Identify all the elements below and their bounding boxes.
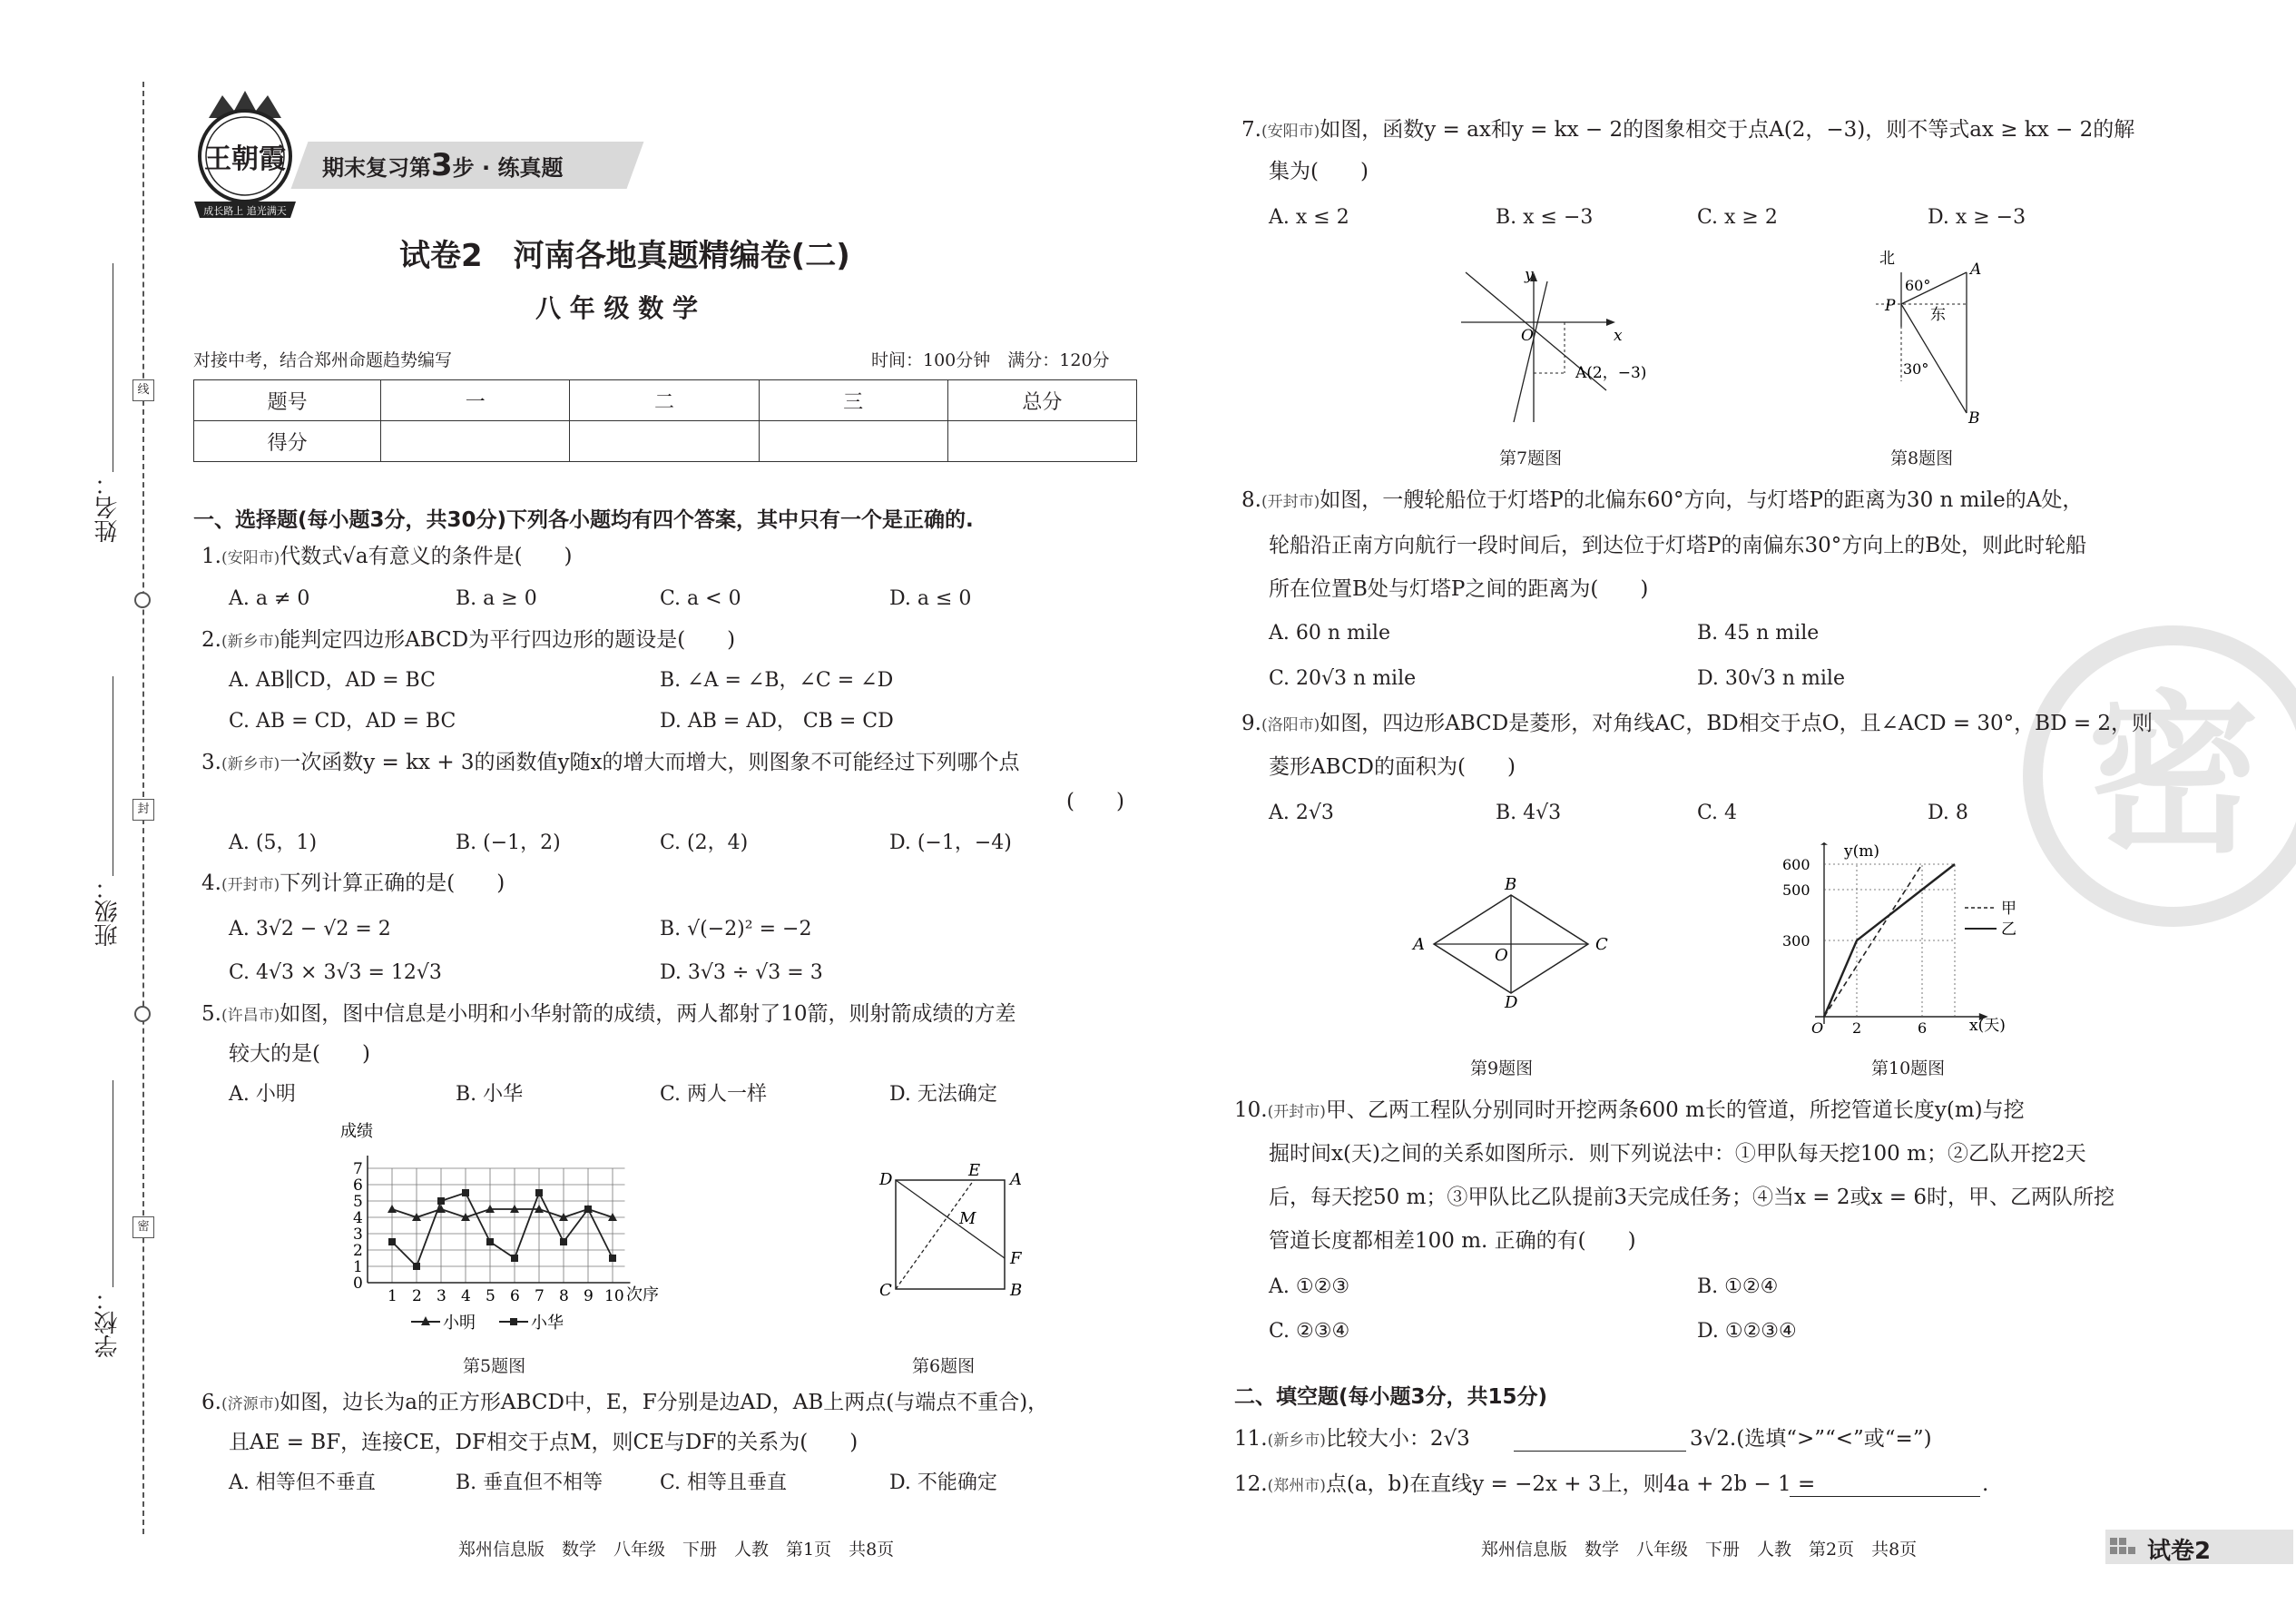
option[interactable]: A. a ≠ 0 (229, 587, 310, 610)
point-label: O (1495, 946, 1508, 965)
option[interactable]: D. AB = AD， CB = CD (660, 710, 894, 733)
y-tick-label: 300 (1782, 932, 1810, 950)
option[interactable]: B. ∠A = ∠B，∠C = ∠D (660, 669, 894, 692)
x-tick-label: 7 (535, 1287, 545, 1305)
option[interactable]: D. 无法确定 (889, 1083, 997, 1106)
chart-xlabel: 次序 (626, 1285, 659, 1304)
figure-caption: 第9题图 (1470, 1058, 1534, 1078)
option[interactable]: B. 4√3 (1496, 802, 1562, 824)
option[interactable]: B. 垂直但不相等 (456, 1471, 603, 1494)
x-tick-label: 1 (388, 1287, 397, 1305)
data-point (388, 1205, 397, 1213)
question-9: 9.(洛阳市)如图，四边形ABCD是菱形，对角线AC，BD相交于点O，且∠ACD = 30°，BD = 2，则 (1241, 712, 2154, 735)
option[interactable]: C. 4 (1697, 802, 1738, 824)
option[interactable]: B. x ≤ −3 (1496, 206, 1594, 229)
y-tick-label: 500 (1782, 881, 1810, 899)
section-heading: 二、填空题(每小题3分，共15分) (1234, 1385, 1548, 1409)
data-point (437, 1197, 445, 1205)
question-1: 1.(安阳市)代数式√a有意义的条件是( ) (201, 545, 573, 568)
x-tick-label: 4 (461, 1287, 471, 1305)
score-col-header: 三 (759, 380, 947, 421)
point-label: A (1413, 935, 1425, 954)
answer-blank[interactable] (1514, 1451, 1686, 1452)
series-line (392, 1209, 613, 1217)
y-tick-label: 2 (353, 1242, 363, 1260)
angle-label: 30° (1903, 360, 1929, 378)
question-10: 10.(开封市)甲、乙两工程队分别同时开挖两条600 m长的管道，所挖管道长度y(m)与挖 (1234, 1098, 2025, 1122)
legend-label: 小明 (443, 1314, 476, 1333)
question-6: 6.(济源市)如图，边长为a的正方形ABCD中，E，F分别是边AD，AB上两点(与端点不重合)， (201, 1391, 1049, 1414)
score-cell[interactable] (381, 421, 570, 462)
question-5: 5.(许昌市)如图，图中信息是小明和小华射箭的成绩，两人都射了10箭，则射箭成绩的方差 (201, 1002, 1016, 1026)
data-point (388, 1238, 396, 1245)
option[interactable]: C. 4√3 × 3√3 = 12√3 (229, 961, 442, 984)
question-10-line2: 掘时间x(天)之间的关系如图所示．则下列说法中：①甲队每天挖100 m；②乙队开挖2天 (1269, 1142, 2086, 1166)
seal-mark-xian: 线 (132, 379, 154, 401)
figure-10-chart (1779, 840, 2033, 1039)
option[interactable]: B. 45 n mile (1697, 622, 1820, 645)
point-label: D (879, 1170, 893, 1189)
logo-motto: 成长路上 追光满天 (203, 205, 287, 217)
question-11-tail: 3√2.(选填“>”“<”或“=”) (1690, 1427, 1932, 1451)
data-point (486, 1238, 494, 1245)
question-4: 4.(开封市)下列计算正确的是( ) (201, 871, 505, 895)
direction-label: 东 (1930, 306, 1946, 324)
question-11: 11.(新乡市)比较大小：2√3 (1234, 1427, 1470, 1451)
option[interactable]: A. x ≤ 2 (1269, 206, 1349, 229)
point-label: B (1968, 409, 1980, 428)
option[interactable]: B. a ≥ 0 (456, 587, 537, 610)
x-tick-label: 6 (510, 1287, 520, 1305)
option[interactable]: B. 小华 (456, 1083, 524, 1106)
y-tick-label: 4 (353, 1209, 363, 1227)
question-8: 8.(开封市)如图，一艘轮船位于灯塔P的北偏东60°方向，与灯塔P的距离为30 n mile的A处， (1241, 488, 2084, 512)
score-cell[interactable] (759, 421, 947, 462)
question-3: 3.(新乡市)一次函数y = kx + 3的函数值y随x的增大而增大，则图象不可能经过下列哪个点 (201, 751, 1020, 774)
point-label: C (1595, 935, 1608, 954)
legend-label: 小华 (531, 1314, 564, 1333)
option[interactable]: C. 两人一样 (660, 1083, 768, 1106)
page-tab-squares-icon (2110, 1538, 2137, 1556)
option[interactable]: A. 小明 (229, 1083, 296, 1106)
data-point (511, 1255, 518, 1262)
score-col-header: 题号 (194, 380, 381, 421)
axis-label: y (1525, 266, 1534, 284)
arrow-icon (1820, 842, 1828, 845)
question-2: 2.(新乡市)能判定四边形ABCD为平行四边形的题设是( ) (201, 628, 736, 652)
option[interactable]: A. AB∥CD，AD = BC (229, 669, 436, 692)
option[interactable]: C. AB = CD，AD = BC (229, 710, 456, 733)
figure-5-chart (331, 1124, 676, 1342)
section-heading: 一、选择题(每小题3分，共30分)下列各小题均有四个答案，其中只有一个是正确的. (193, 508, 974, 532)
option[interactable]: A. 2√3 (1269, 802, 1334, 824)
legend-label: 甲 (2001, 900, 2016, 918)
option[interactable]: A. 3√2 − √2 = 2 (229, 918, 391, 940)
score-table-header (194, 380, 1137, 421)
option[interactable]: B. ①②④ (1697, 1275, 1779, 1298)
class-label: 班级： (94, 876, 122, 947)
figure-8-bearing (1874, 245, 2001, 427)
figure-caption: 第6题图 (912, 1356, 976, 1376)
option[interactable]: D. (−1，−4) (889, 832, 1012, 854)
figure-9-rhombus (1402, 871, 1620, 1017)
seal-mark-feng: 封 (132, 799, 154, 821)
point-label: C (879, 1281, 892, 1300)
score-col-header: 总分 (947, 380, 1136, 421)
score-table (193, 379, 1137, 462)
point-label: B (1505, 875, 1517, 894)
question-8-line3: 所在位置B处与灯塔P之间的距离为( ) (1269, 577, 1649, 601)
question-6-line2: 且AE = BF，连接CE，DF相交于点M，则CE与DF的关系为( ) (229, 1431, 859, 1454)
question-5-line2: 较大的是( ) (229, 1042, 370, 1066)
point-label: F (1010, 1249, 1022, 1268)
point-label: P (1885, 297, 1896, 315)
axis-label: x (1614, 327, 1623, 345)
figure-caption: 第8题图 (1890, 448, 1954, 468)
binding-hole-icon (134, 592, 151, 608)
option[interactable]: C. ②③④ (1269, 1320, 1350, 1343)
brand-logo (182, 91, 309, 227)
score-cell[interactable] (570, 421, 759, 462)
x-tick-label: 8 (559, 1287, 569, 1305)
question-12-tail: . (1982, 1472, 1989, 1496)
figure-caption: 第5题图 (463, 1356, 526, 1376)
point-label: B (1010, 1281, 1023, 1300)
question-10-line4: 管道长度都相差100 m. 正确的有( ) (1269, 1229, 1636, 1253)
direction-label: 北 (1879, 250, 1895, 268)
score-col-header: 一 (381, 380, 570, 421)
x-tick-label: 2 (412, 1287, 422, 1305)
y-tick-label: 0 (353, 1275, 363, 1293)
option[interactable]: D. a ≤ 0 (889, 587, 972, 610)
y-tick-label: 6 (353, 1176, 363, 1195)
chart-legend (1965, 900, 2016, 939)
option[interactable]: B. (−1，2) (456, 832, 561, 854)
option[interactable]: C. (2，4) (660, 832, 749, 854)
x-tick-label: 9 (584, 1287, 594, 1305)
angle-label: 60° (1905, 277, 1931, 294)
question-12: 12.(郑州市)点(a，b)在直线y = −2x + 3上，则4a + 2b − 1 = (1234, 1472, 1816, 1496)
option[interactable]: A. (5，1) (229, 832, 318, 854)
figure-7-graph (1452, 263, 1647, 427)
logo-text: 王朝霞 (204, 143, 286, 175)
y-tick-label: 7 (353, 1160, 363, 1178)
y-tick-label: 1 (353, 1258, 363, 1276)
score-col-header: 二 (570, 380, 759, 421)
seal-mark-mi: 密 (132, 1216, 154, 1238)
x-tick-label: 10 (604, 1287, 624, 1305)
score-row-label: 得分 (194, 421, 381, 462)
option[interactable]: C. a < 0 (660, 587, 741, 610)
y-tick-label: 5 (353, 1193, 363, 1211)
x-tick-label: 3 (437, 1287, 446, 1305)
answer-paren: ( ) (1066, 790, 1124, 813)
option[interactable]: A. ①②③ (1269, 1275, 1350, 1298)
figure-caption: 第7题图 (1499, 448, 1563, 468)
option[interactable]: D. 不能确定 (889, 1471, 997, 1494)
series-line (392, 1193, 613, 1266)
watermark-seal-icon (2024, 626, 2296, 926)
score-table-row (194, 421, 1137, 462)
data-point (560, 1238, 567, 1245)
option[interactable]: B. √(−2)² = −2 (660, 918, 812, 940)
option[interactable]: D. 30√3 n mile (1697, 667, 1845, 690)
data-point (462, 1189, 469, 1196)
point-label: E (968, 1161, 981, 1180)
option[interactable]: A. 60 n mile (1269, 622, 1390, 645)
exam-subject: 八 年 级 数 学 (535, 293, 698, 323)
answer-blank[interactable] (1790, 1496, 1980, 1497)
point-label: A (1010, 1170, 1022, 1189)
question-7: 7.(安阳市)如图，函数y = ax和y = kx − 2的图象相交于点A(2，−3)，则不等式ax ≥ kx − 2的解 (1241, 118, 2135, 142)
exam-time-score: 时间：100分钟 满分：120分 (871, 350, 1110, 370)
data-point (535, 1189, 543, 1196)
option[interactable]: D. 3√3 ÷ √3 = 3 (660, 961, 823, 984)
name-label: 姓名： (94, 472, 122, 543)
point-label: M (959, 1209, 976, 1228)
page-footer: 郑州信息版 数学 八年级 下册 人教 第2页 共8页 (1481, 1540, 1918, 1560)
point-label: A (1970, 261, 1982, 279)
binding-hole-icon (134, 1006, 151, 1022)
legend-label: 乙 (2001, 920, 2016, 939)
chart-ylabel: 成绩 (340, 1122, 373, 1141)
question-10-line3: 后，每天挖50 m；③甲队比乙队提前3天完成任务；④当x = 2或x = 6时，甲、乙两队所挖 (1269, 1186, 2115, 1209)
option[interactable]: D. x ≥ −3 (1928, 206, 2026, 229)
x-tick-label: O (1811, 1019, 1824, 1037)
point-label: D (1505, 993, 1518, 1012)
x-tick-label: 2 (1852, 1019, 1862, 1037)
watermark-char: 密 (2087, 674, 2261, 876)
point-label: A(2，−3) (1575, 364, 1647, 382)
chart-xlabel: x(天) (1969, 1017, 2006, 1035)
option[interactable]: C. x ≥ 2 (1697, 206, 1778, 229)
header-banner-text: 期末复习第3步 · 练真题 (322, 147, 564, 183)
question-7-line2: 集为( ) (1269, 160, 1369, 183)
option[interactable]: C. 20√3 n mile (1269, 667, 1417, 690)
page-tab-label: 试卷2 (2147, 1538, 2212, 1565)
school-label: 学校： (94, 1287, 122, 1358)
question-9-line2: 菱形ABCD的面积为( ) (1269, 755, 1516, 779)
option[interactable]: D. 8 (1928, 802, 1968, 824)
y-tick-label: 600 (1782, 856, 1810, 873)
option[interactable]: C. 相等且垂直 (660, 1471, 788, 1494)
figure-6-square (867, 1162, 1030, 1307)
option[interactable]: D. ①②③④ (1697, 1320, 1797, 1343)
data-point (584, 1206, 592, 1213)
x-tick-label: 5 (486, 1287, 496, 1305)
chart-ylabel: y(m) (1844, 842, 1879, 861)
y-tick-label: 3 (353, 1225, 363, 1244)
exam-note: 对接中考，结合郑州命题趋势编写 (193, 350, 453, 370)
x-tick-label: 6 (1918, 1019, 1928, 1037)
data-point (413, 1263, 420, 1270)
question-8-line2: 轮船沿正南方向航行一段时间后，到达位于灯塔P的南偏东30°方向上的B处，则此时轮船 (1269, 534, 2087, 557)
figure-caption: 第10题图 (1871, 1058, 1946, 1078)
option[interactable]: A. 相等但不垂直 (229, 1471, 376, 1494)
exam-title: 试卷2 河南各地真题精编卷(二) (399, 238, 850, 274)
score-cell[interactable] (947, 421, 1136, 462)
data-point (609, 1255, 616, 1262)
page-footer: 郑州信息版 数学 八年级 下册 人教 第1页 共8页 (458, 1540, 895, 1560)
origin-label: O (1521, 327, 1534, 345)
chart-legend (411, 1314, 564, 1333)
